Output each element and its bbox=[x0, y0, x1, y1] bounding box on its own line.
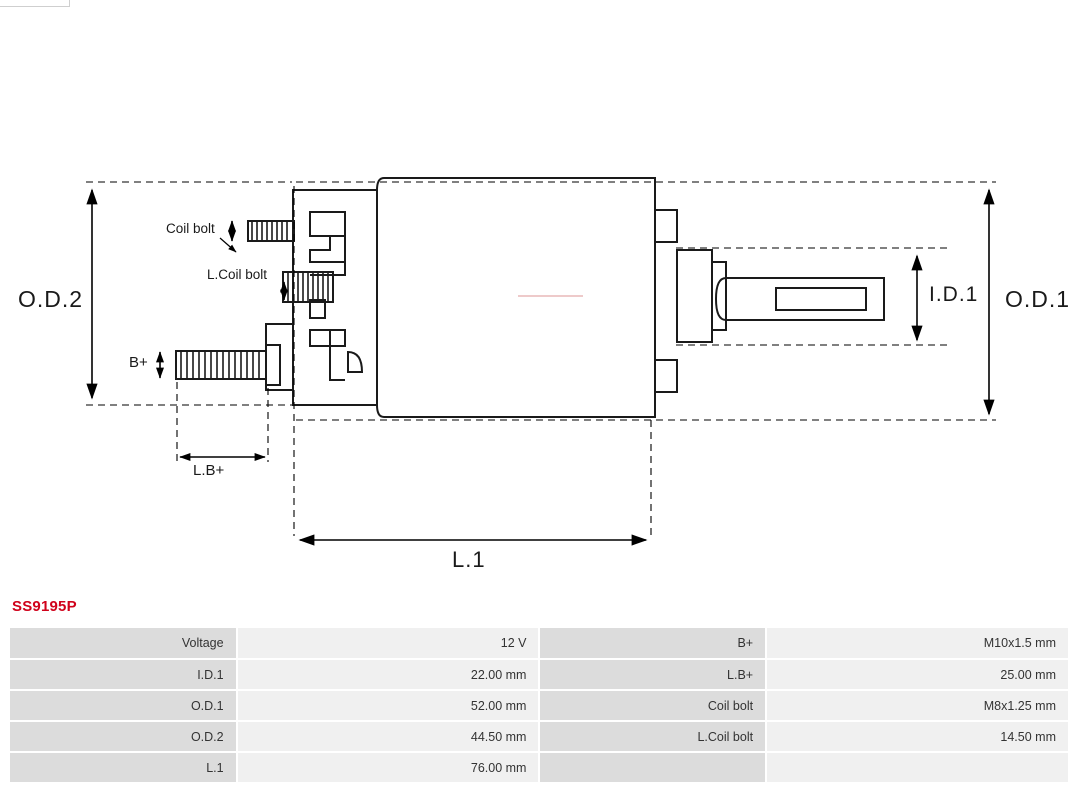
spec-value-empty bbox=[766, 752, 1069, 783]
dimension-label-od2: O.D.2 bbox=[18, 286, 84, 312]
table-row bbox=[10, 721, 1069, 752]
spec-value: 76.00 mm bbox=[237, 752, 540, 783]
spec-label-empty bbox=[539, 752, 766, 783]
spec-value: 25.00 mm bbox=[766, 659, 1069, 690]
spec-label: I.D.1 bbox=[10, 659, 237, 690]
dimension-label-lbplus: L.B+ bbox=[193, 462, 225, 479]
part-number: SS9195P bbox=[12, 598, 77, 615]
spec-label: O.D.1 bbox=[10, 690, 237, 721]
dimension-label-bplus: B+ bbox=[129, 354, 148, 371]
spec-value: 44.50 mm bbox=[237, 721, 540, 752]
dimension-label-od1: O.D.1 bbox=[1005, 286, 1071, 312]
spec-label: L.B+ bbox=[539, 659, 766, 690]
specification-table bbox=[10, 628, 1070, 784]
spec-value: M8x1.25 mm bbox=[766, 690, 1069, 721]
spec-label: Coil bolt bbox=[539, 690, 766, 721]
table-row bbox=[10, 752, 1069, 783]
table-row bbox=[10, 690, 1069, 721]
dimension-label-l-coil-bolt: L.Coil bolt bbox=[207, 267, 268, 282]
spec-value: M10x1.5 mm bbox=[766, 628, 1069, 659]
spec-label: L.1 bbox=[10, 752, 237, 783]
spec-value: 12 V bbox=[237, 628, 540, 659]
spec-value: 22.00 mm bbox=[237, 659, 540, 690]
spec-value: 52.00 mm bbox=[237, 690, 540, 721]
spec-label: B+ bbox=[539, 628, 766, 659]
spec-label: L.Coil bolt bbox=[539, 721, 766, 752]
table-row bbox=[10, 628, 1069, 659]
dimension-label-coil-bolt: Coil bolt bbox=[166, 221, 215, 236]
spec-value: 14.50 mm bbox=[766, 721, 1069, 752]
spec-label: Voltage bbox=[10, 628, 237, 659]
spec-label: O.D.2 bbox=[10, 721, 237, 752]
dimension-label-l1: L.1 bbox=[452, 547, 486, 572]
table-row bbox=[10, 659, 1069, 690]
dimension-label-id1: I.D.1 bbox=[929, 283, 979, 306]
